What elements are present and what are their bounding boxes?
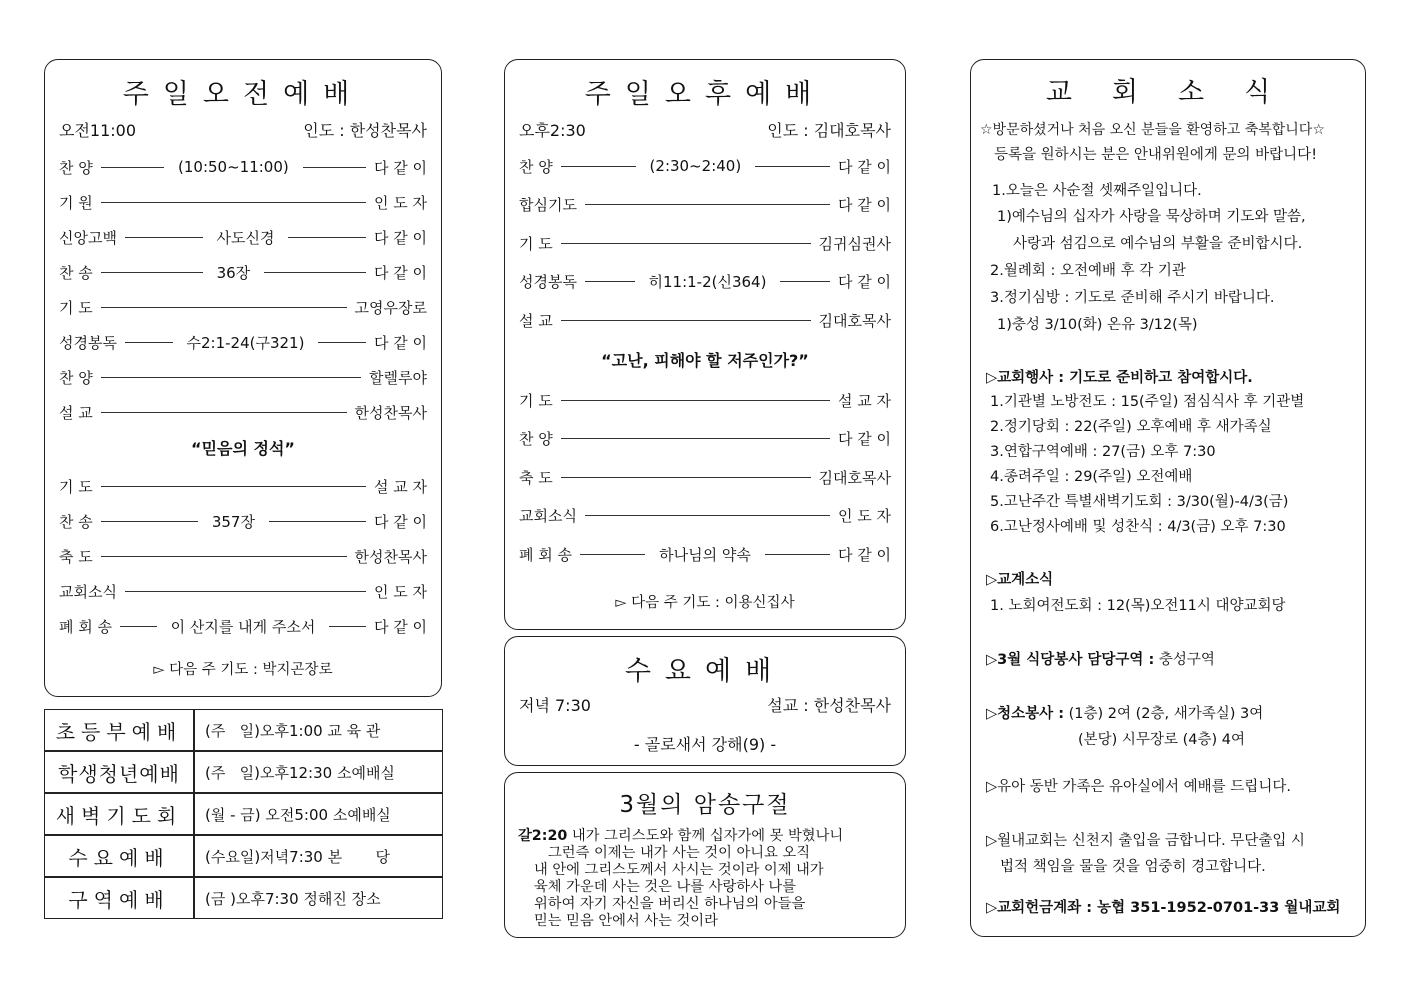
dash-leader — [101, 377, 361, 378]
order-person: 다 같 이 — [837, 196, 891, 214]
order-detail: 36장 — [216, 263, 251, 282]
afternoon-title: 주일오후예배 — [584, 79, 826, 110]
event-item: 6.고난정사예배 및 성찬식 : 4/3(금) 오후 7:30 — [990, 519, 1286, 535]
afternoon-sermon-title: “고난, 피해야 할 저주인가?” — [601, 351, 809, 370]
dash-leader — [101, 556, 347, 557]
schedule-table — [44, 709, 443, 919]
dash-leader — [120, 626, 157, 627]
dash-leader — [580, 554, 645, 555]
dash-leader — [101, 307, 347, 308]
morning-leader: 인도 : 한성찬목사 — [303, 121, 427, 140]
order-detail: 357장 — [211, 512, 255, 531]
welcome-line-2: 등록을 원하시는 분은 안내위원에게 문의 바랍니다! — [994, 147, 1318, 163]
order-row — [59, 225, 427, 249]
events-heading: ▷교회행사 : 기도로 준비하고 참여합시다. — [986, 370, 1253, 386]
district-heading: ▷교계소식 — [986, 572, 1054, 588]
dash-leader — [101, 486, 366, 487]
order-person: 한성찬목사 — [354, 547, 427, 566]
order-label: 기 원 — [59, 193, 93, 212]
order-person: 다 같 이 — [837, 545, 891, 564]
wednesday-preacher: 설교 : 한성찬목사 — [767, 696, 891, 715]
order-label: 찬 송 — [59, 263, 93, 282]
morning-sermon-title: “믿음의 정석” — [191, 439, 295, 458]
schedule-time: (월 - 금) 오전5:00 소예배실 — [194, 793, 443, 835]
memory-verse-text — [518, 828, 908, 930]
dash-leader — [101, 202, 366, 203]
cafeteria-duty-label: ▷3월 식당봉사 담당구역 : — [986, 652, 1155, 668]
cafeteria-duty — [986, 648, 1381, 669]
order-row — [59, 155, 427, 179]
schedule-name: 학생청년예배 — [44, 751, 194, 793]
order-row — [59, 400, 427, 424]
dash-leader — [264, 272, 366, 273]
order-row — [519, 388, 891, 412]
order-label: 찬 양 — [59, 158, 93, 177]
afternoon-time: 오후2:30 — [519, 121, 586, 140]
order-row — [59, 544, 427, 568]
schedule-row — [44, 835, 443, 877]
dash-leader — [780, 281, 830, 282]
memory-verse-title: 3월의 암송구절 — [619, 792, 791, 818]
schedule-row — [44, 709, 443, 751]
order-detail: 하나님의 약속 — [659, 545, 751, 564]
order-person: 인 도 자 — [373, 193, 427, 212]
order-label: 찬 양 — [519, 157, 553, 176]
dash-leader — [101, 521, 198, 522]
schedule-row — [44, 751, 443, 793]
order-label: 성경봉독 — [59, 333, 117, 352]
order-detail: (2:30~2:40) — [649, 157, 742, 175]
order-row — [59, 190, 427, 214]
warning-line-2: 법적 책임을 물을 것을 엄중히 경고합니다. — [1000, 859, 1266, 875]
schedule-time: (주 일)오후1:00 교 육 관 — [194, 709, 443, 751]
morning-title: 주일오전예배 — [122, 79, 364, 110]
order-row — [59, 614, 427, 638]
order-label: 설 교 — [59, 403, 93, 422]
afternoon-next-prayer: ▻ 다음 주 기도 : 이용신집사 — [615, 595, 795, 611]
dash-leader — [561, 438, 830, 439]
cleaning-duty — [986, 702, 1381, 723]
verse-line — [518, 828, 908, 845]
schedule-row — [44, 793, 443, 835]
event-item: 4.종려주일 : 29(주일) 오전예배 — [990, 469, 1193, 485]
schedule-time: (주 일)오후12:30 소예배실 — [194, 751, 443, 793]
order-person: 다 같 이 — [374, 512, 428, 531]
order-person: 다 같 이 — [837, 157, 891, 176]
order-label: 기 도 — [519, 391, 553, 410]
order-row — [519, 193, 891, 217]
cleaning-duty-2: (본당) 시무장로 (4층) 4여 — [1078, 732, 1245, 748]
order-row — [519, 427, 891, 451]
dash-leader — [329, 626, 366, 627]
morning-next-prayer: ▻ 다음 주 기도 : 박지곤장로 — [153, 662, 333, 678]
order-label: 찬 양 — [59, 368, 93, 387]
church-news-title: 교회소식 — [1045, 77, 1311, 108]
dash-leader — [101, 272, 203, 273]
schedule-name: 수요예배 — [44, 835, 194, 877]
event-item: 3.연합구역예배 : 27(금) 오후 7:30 — [990, 444, 1216, 460]
wednesday-title: 수요예배 — [624, 656, 786, 687]
order-detail: 수2:1-24(구321) — [186, 333, 305, 352]
cleaning-duty-1: (1층) 2여 (2층, 새가족실) 3여 — [1068, 706, 1264, 722]
order-detail: 사도신경 — [216, 228, 275, 247]
order-label: 폐 회 송 — [59, 617, 113, 636]
order-label: 폐 회 송 — [519, 545, 573, 564]
dash-leader — [755, 166, 830, 167]
order-label: 축 도 — [519, 468, 553, 487]
dash-leader — [561, 320, 811, 321]
order-person: 한성찬목사 — [354, 403, 427, 422]
order-person: 할렐루야 — [369, 368, 427, 387]
wednesday-topic: - 골로새서 강해(9) - — [633, 735, 777, 754]
event-item: 5.고난주간 특별새벽기도회 : 3/30(월)-4/3(금) — [990, 494, 1289, 510]
order-row — [519, 465, 891, 489]
news-item-2: 2.월례회 : 오전예배 후 각 기관 — [990, 263, 1186, 279]
order-person: 다 같 이 — [373, 158, 427, 177]
verse-reference: 갈2:20 — [518, 828, 568, 844]
dash-leader — [585, 515, 830, 516]
district-item-1: 1. 노회여전도회 : 12(목)오전11시 대양교회당 — [990, 598, 1286, 614]
schedule-row — [44, 877, 443, 919]
dash-leader — [303, 167, 366, 168]
order-detail: (10:50~11:00) — [178, 158, 289, 176]
morning-service-panel — [44, 59, 442, 697]
infant-notice: ▷유아 동반 가족은 유아실에서 예배를 드립니다. — [986, 779, 1291, 795]
dash-leader — [101, 167, 164, 168]
news-item-3: 3.정기심방 : 기도로 준비해 주시기 바랍니다. — [990, 290, 1275, 306]
news-item-1b: 사랑과 섬김으로 예수님의 부활을 준비합시다. — [1013, 236, 1303, 252]
verse-line: 위하여 자기 자신을 버리신 하나님의 아들을 — [534, 896, 806, 912]
order-person: 다 같 이 — [838, 273, 892, 291]
dash-leader — [765, 554, 830, 555]
order-label: 기 도 — [59, 298, 93, 317]
cafeteria-duty-value: 충성구역 — [1158, 652, 1215, 668]
schedule-name: 새벽기도회 — [44, 793, 194, 835]
dash-leader — [125, 237, 203, 238]
wednesday-time: 저녁 7:30 — [519, 696, 591, 715]
wednesday-service-panel — [504, 636, 906, 766]
cleaning-duty-label: ▷청소봉사 : — [986, 706, 1065, 722]
order-person: 김대호목사 — [818, 468, 891, 487]
order-person: 김대호목사 — [818, 311, 891, 330]
order-person: 다 같 이 — [373, 617, 427, 636]
order-label: 신앙고백 — [59, 228, 117, 247]
dash-leader — [561, 400, 830, 401]
dash-leader — [101, 412, 347, 413]
schedule-name: 구역예배 — [44, 877, 194, 919]
order-label: 교회소식 — [519, 507, 577, 525]
dash-leader — [585, 204, 830, 205]
dash-leader — [318, 342, 366, 343]
order-person: 고영우장로 — [354, 298, 427, 317]
event-item: 1.기관별 노방전도 : 15(주일) 점심식사 후 기관별 — [990, 394, 1305, 410]
order-label: 축 도 — [59, 547, 93, 566]
news-item-1a: 1)예수님의 십자가 사랑을 묵상하며 기도와 말씀, — [997, 209, 1306, 225]
dash-leader — [561, 243, 811, 244]
order-row — [59, 474, 427, 498]
order-person: 다 같 이 — [837, 430, 891, 448]
schedule-time: (수요일)저녁7:30 본 당 — [194, 835, 443, 877]
order-detail: 이 산지를 내게 주소서 — [170, 617, 316, 636]
dash-leader — [561, 477, 811, 478]
dash-leader — [288, 237, 366, 238]
order-row — [519, 231, 891, 255]
order-row — [59, 295, 427, 319]
order-row — [519, 154, 891, 178]
verse-text: 내가 그리스도와 함께 십자가에 못 박혔나니 — [571, 828, 844, 844]
order-row — [59, 579, 427, 603]
warning-line-1: ▷월내교회는 신천지 출입을 금합니다. 무단출입 시 — [986, 833, 1305, 849]
order-label: 설 교 — [519, 311, 553, 330]
order-label: 기 도 — [59, 477, 93, 496]
verse-line: 믿는 믿음 안에서 사는 것이라 — [534, 913, 718, 929]
order-row — [59, 365, 427, 389]
order-person: 다 같 이 — [374, 333, 428, 352]
dash-leader — [125, 591, 366, 592]
event-item: 2.정기당회 : 22(주일) 오후예배 후 새가족실 — [990, 419, 1272, 435]
dash-leader — [561, 166, 636, 167]
order-row — [519, 308, 891, 332]
order-detail: 히11:1-2(신364) — [648, 273, 767, 291]
order-person: 다 같 이 — [374, 228, 428, 247]
order-person: 설 교 자 — [373, 477, 427, 496]
order-row — [59, 260, 427, 284]
offering-account: ▷교회헌금계좌 : 농협 351-1952-0701-33 월내교회 — [986, 900, 1341, 916]
order-person: 설 교 자 — [837, 391, 891, 410]
order-label: 기 도 — [519, 234, 553, 253]
order-row — [59, 509, 427, 533]
dash-leader — [269, 521, 366, 522]
order-label: 찬 송 — [59, 512, 93, 531]
order-label: 합심기도 — [519, 196, 577, 214]
welcome-line-1: ☆방문하셨거나 처음 오신 분들을 환영하고 축복합니다☆ — [980, 122, 1325, 138]
morning-time: 오전11:00 — [59, 121, 137, 140]
order-row — [519, 270, 891, 294]
order-person: 김귀심권사 — [818, 234, 891, 253]
order-person: 인 도 자 — [837, 507, 891, 525]
order-label: 교회소식 — [59, 582, 117, 601]
verse-line: 내 안에 그리스도께서 사시는 것이라 이제 내가 — [534, 862, 824, 878]
order-person: 다 같 이 — [373, 263, 427, 282]
schedule-name: 초등부예배 — [44, 709, 194, 751]
order-row — [59, 330, 427, 354]
news-item-1: 1.오늘은 사순절 셋째주일입니다. — [992, 183, 1202, 199]
afternoon-service-panel — [504, 59, 906, 630]
order-row — [519, 504, 891, 528]
verse-line: 육체 가운데 사는 것은 나를 사랑하사 나를 — [534, 879, 797, 895]
order-label: 찬 양 — [519, 430, 553, 448]
order-label: 성경봉독 — [519, 273, 577, 291]
order-row — [519, 542, 891, 566]
verse-line: 그런즉 이제는 내가 사는 것이 아니요 오직 — [548, 845, 811, 861]
order-person: 인 도 자 — [373, 582, 427, 601]
dash-leader — [125, 342, 173, 343]
afternoon-leader: 인도 : 김대호목사 — [767, 121, 891, 140]
news-item-3a: 1)충성 3/10(화) 온유 3/12(목) — [997, 317, 1198, 333]
dash-leader — [585, 281, 635, 282]
schedule-time: (금 )오후7:30 정해진 장소 — [194, 877, 443, 919]
